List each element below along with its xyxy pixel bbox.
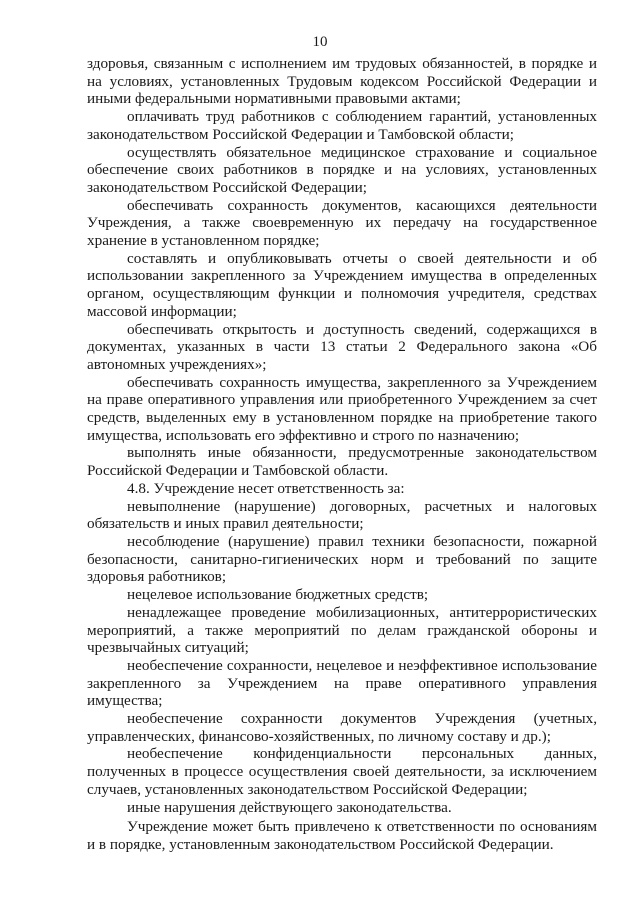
paragraph: иные нарушения действующего законодательства.	[127, 798, 452, 816]
paragraph: нецелевое использование бюджетных средств;	[127, 586, 429, 604]
paragraph: обеспечивать сохранность документов, касающихся деятельности Учреждения, а также своевременную их передачу на государственное хранение в установленном порядке;	[87, 196, 597, 250]
paragraph: Учреждение может быть привлечено к ответственности по основаниям и в порядке, установленным законодательством Российской Федерации.	[87, 818, 597, 853]
paragraph: невыполнение (нарушение) договорных, расчетных и налоговых обязательств и иных правил деятельности;	[87, 497, 597, 533]
paragraph: осуществлять обязательное медицинское страхование и социальное обеспечение своих работников в порядке и на условиях, установленных законодательством Российской Федерации;	[87, 143, 597, 196]
page-number: 10	[312, 34, 328, 50]
paragraph: составлять и опубликовывать отчеты о своей деятельности и об использовании закрепленного за Учреждением имущества в определенных органом, осуществляющим функции и полномочия учредителя, средствах массовой информации;	[87, 249, 597, 320]
paragraph: обеспечивать сохранность имущества, закрепленного за Учреждением на праве оперативного управления или приобретенного Учреждением за счет средств, выделенных ему в установленном порядке на приобретение такого имущества, использовать его эффективно и строго по назначению;	[87, 373, 597, 444]
paragraph: несоблюдение (нарушение) правил техники безопасности, пожарной безопасности, санитарно-гигиенических норм и требований по защите здоровья работников;	[87, 532, 597, 586]
paragraph: необеспечение сохранности документов Учреждения (учетных, управленческих, финансово-хозяйственных, по личному составу и др.);	[87, 710, 597, 745]
paragraph: обеспечивать открытость и доступность сведений, содержащихся в документах, указанных в части 13 статьи 2 Федерального закона «Об автономных учреждениях»;	[87, 320, 597, 373]
paragraph: здоровья, связанным с исполнением им трудовых обязанностей, в порядке и на условиях, установленных Трудовым кодексом Российской Федерации и иными федеральными нормативными правовыми актами;	[87, 55, 597, 108]
paragraph: оплачивать труд работников с соблюдением гарантий, установленных законодательством Российской Федерации и Тамбовской области;	[87, 108, 597, 143]
document-body	[87, 55, 597, 854]
paragraph: ненадлежащее проведение мобилизационных, антитеррористических мероприятий, а также мероприятий по делам гражданской обороны и чрезвычайных ситуаций;	[87, 603, 597, 657]
paragraph: выполнять иные обязанности, предусмотренные законодательством Российской Федерации и Тамбовской области.	[87, 444, 597, 480]
paragraph: необеспечение конфиденциальности персональных данных, полученных в процессе осуществления своей деятельности, за исключением случаев, установленных законодательством Российской Федерации;	[87, 745, 597, 798]
paragraph: необеспечение сохранности, нецелевое и неэффективное использование закрепленного за Учреждением на праве оперативного управления имущества;	[87, 656, 597, 710]
paragraph: 4.8. Учреждение несет ответственность за:	[127, 479, 405, 497]
